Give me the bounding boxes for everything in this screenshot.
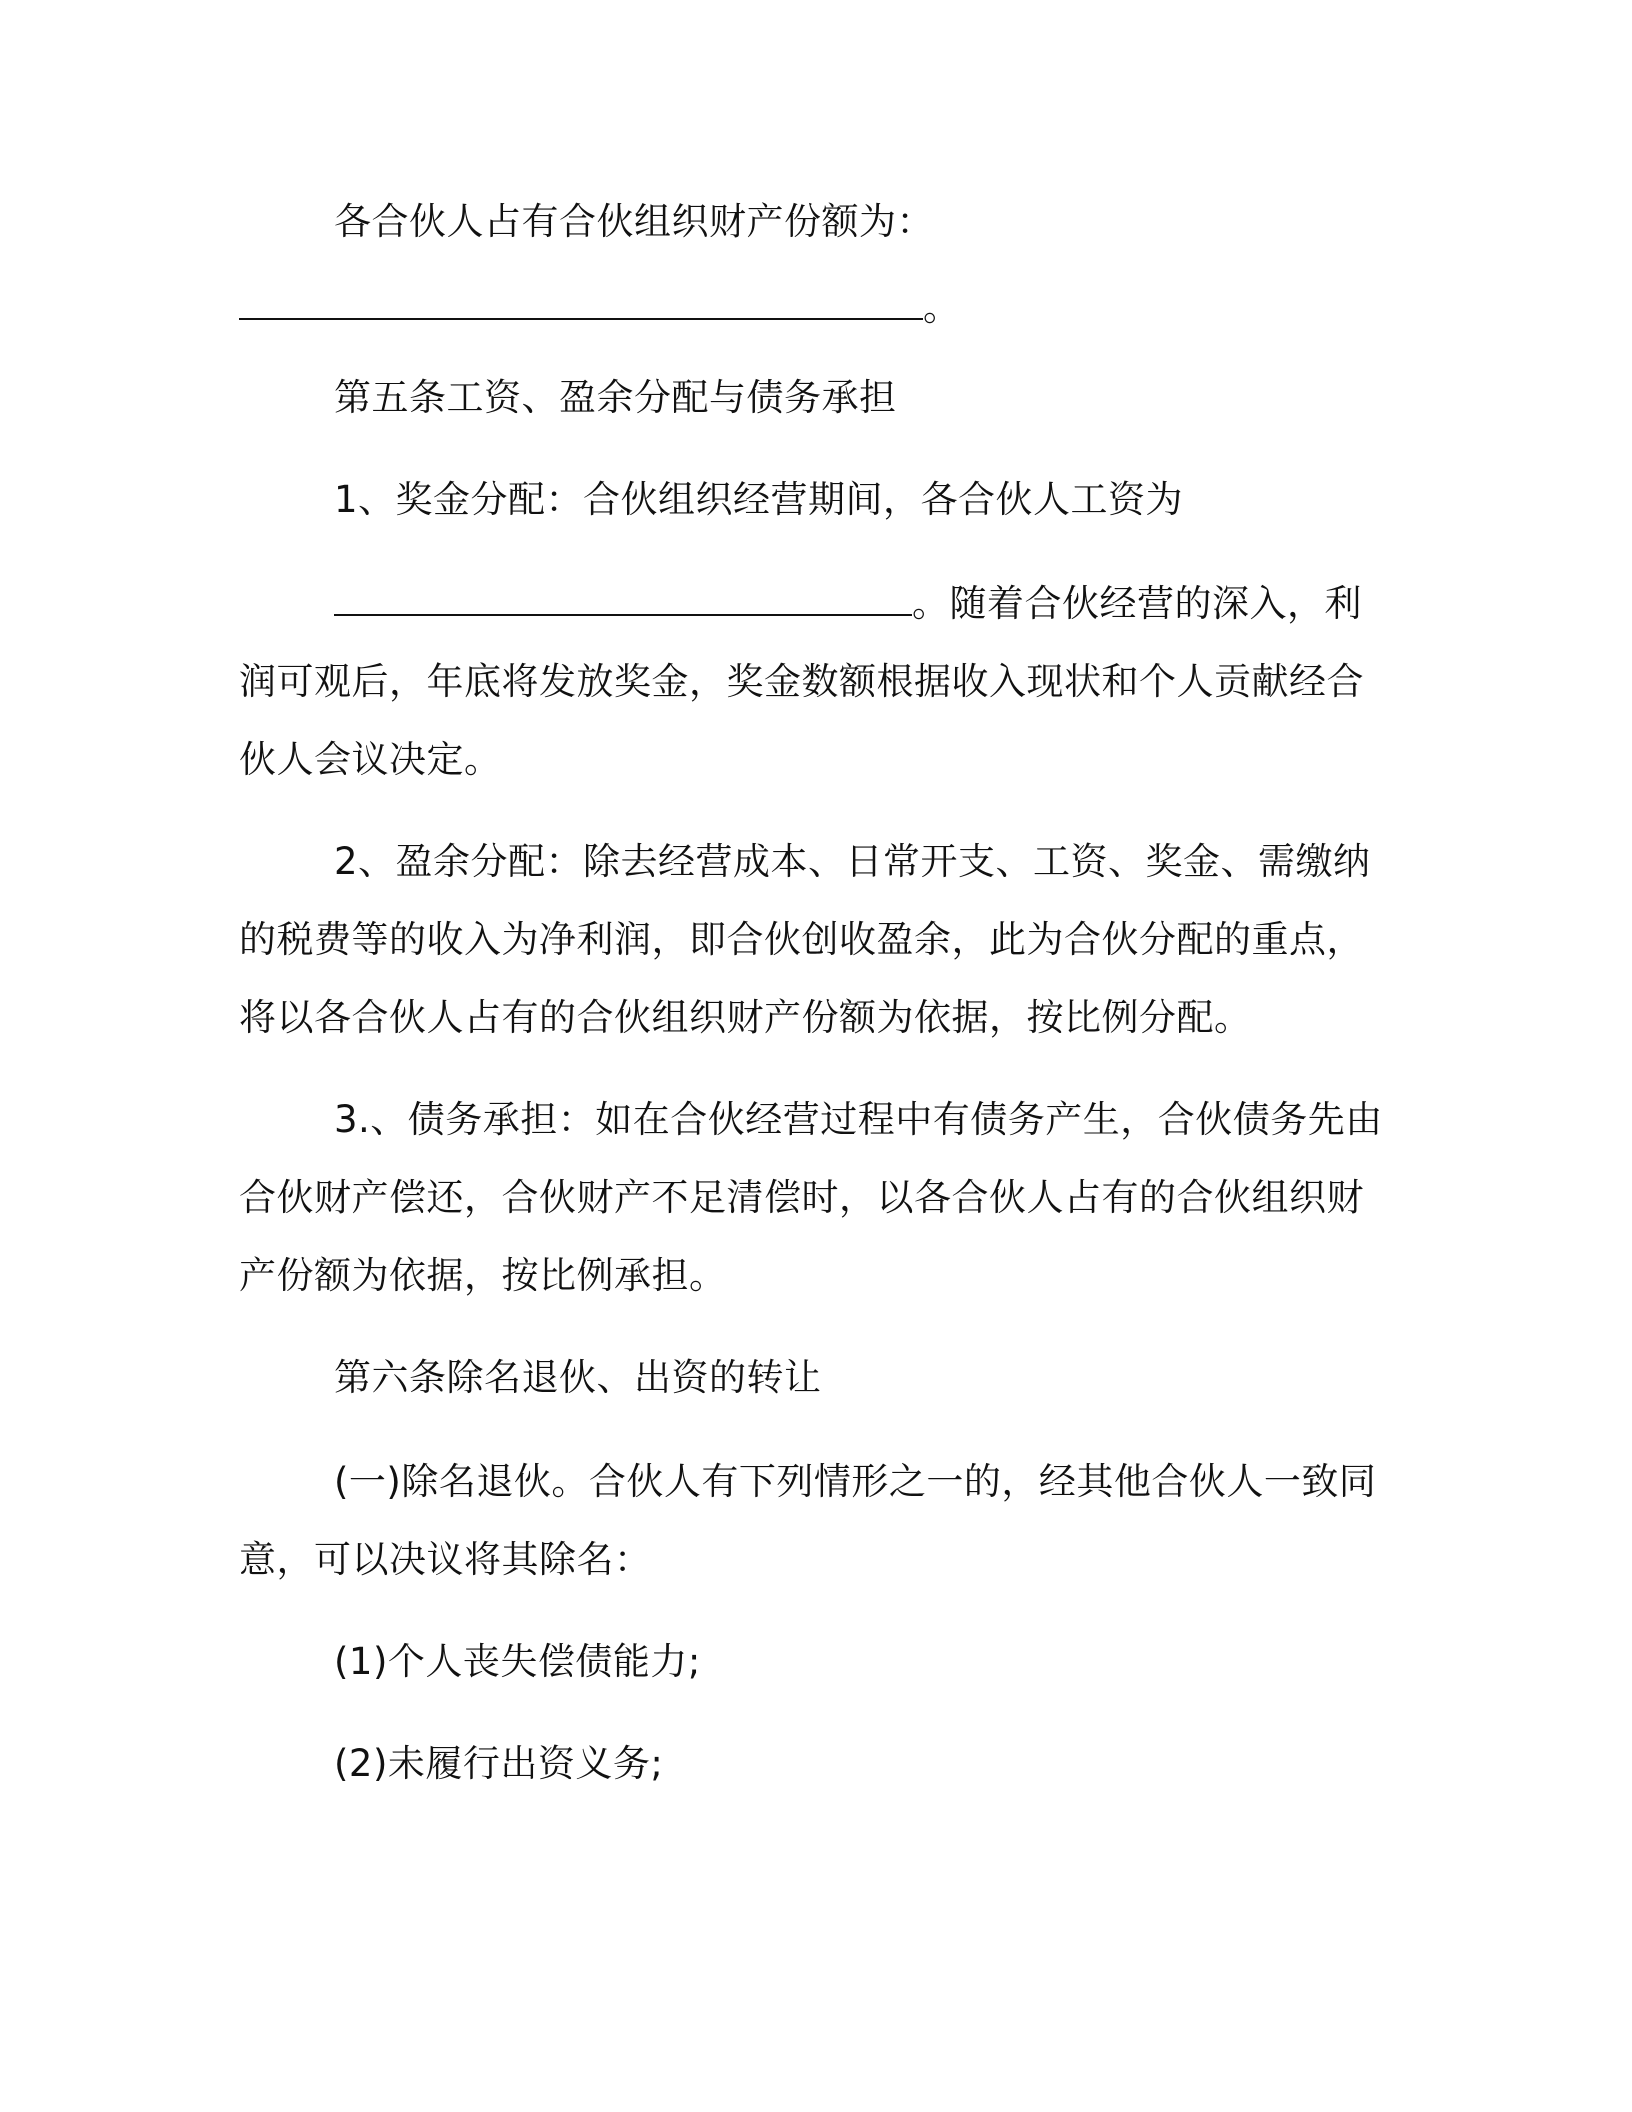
paragraph-line: 3.、债务承担：如在合伙经营过程中有债务产生，合伙债务先由 [334,1098,1383,1141]
paragraph-line: 合伙财产偿还，合伙财产不足清偿时，以各合伙人占有的合伙组织财 [239,1176,1364,1219]
paragraph-line: 1、奖金分配：合伙组织经营期间，各合伙人工资为 [334,478,1184,521]
section-heading: 第五条工资、盈余分配与债务承担 [334,376,897,419]
list-item: (1)个人丧失偿债能力; [334,1640,701,1683]
section-heading: 第六条除名退伙、出资的转让 [334,1356,822,1399]
fill-in-blank [239,288,923,320]
paragraph-line: 伙人会议决定。 [239,738,502,781]
line-text: 。 [923,286,961,329]
paragraph-line: 将以各合伙人占有的合伙组织财产份额为依据，按比例分配。 [239,996,1252,1039]
paragraph-line: (一)除名退伙。合伙人有下列情形之一的，经其他合伙人一致同 [334,1460,1377,1503]
paragraph-line [239,282,961,334]
line-text: 。随着合伙经营的深入，利 [912,582,1362,625]
paragraph-line: 产份额为依据，按比例承担。 [239,1254,727,1297]
paragraph-line: 2、盈余分配：除去经营成本、日常开支、工资、奖金、需缴纳 [334,840,1371,883]
paragraph-line [334,578,1362,630]
paragraph-line: 意，可以决议将其除名： [239,1538,652,1581]
fill-in-blank [334,584,912,616]
list-item: (2)未履行出资义务; [334,1742,664,1785]
paragraph-line: 的税费等的收入为净利润，即合伙创收盈余，此为合伙分配的重点， [239,918,1364,961]
paragraph-line: 各合伙人占有合伙组织财产份额为： [334,200,934,243]
paragraph-line: 润可观后，年底将发放奖金，奖金数额根据收入现状和个人贡献经合 [239,660,1364,703]
